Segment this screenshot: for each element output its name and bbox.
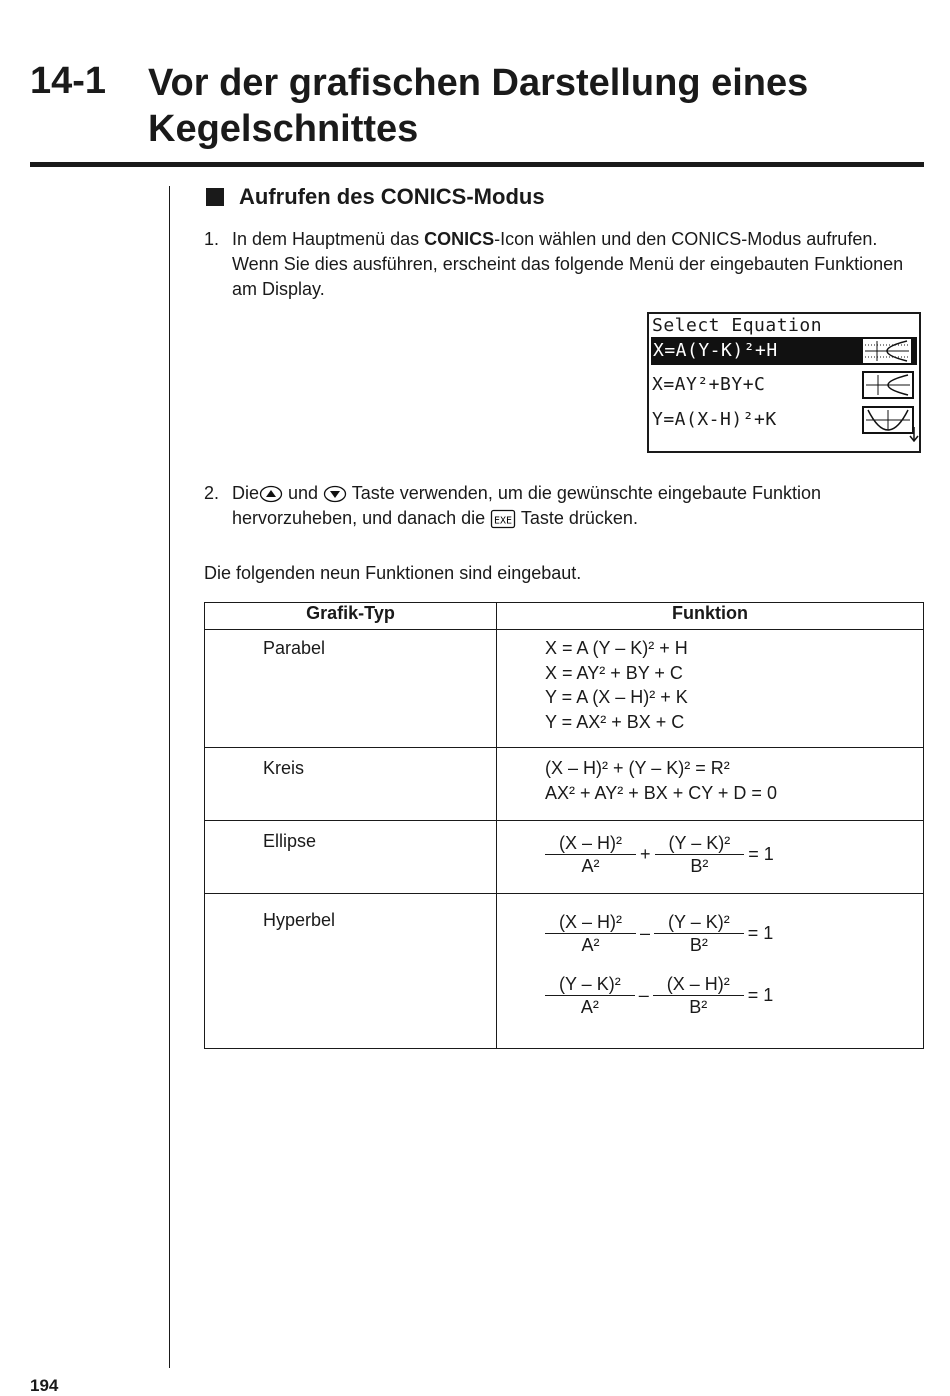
- formula: X = A (Y – K)² + H: [545, 638, 688, 658]
- screen-row[interactable]: X=AY²+BY+C: [652, 371, 918, 399]
- intro-text: Die folgenden neun Funktionen sind eingebaut.: [204, 563, 582, 583]
- calculator-screen: [647, 312, 921, 453]
- table-row: [205, 630, 924, 748]
- svg-text:EXE: EXE: [494, 515, 513, 527]
- step-2-text: Die und Taste verwenden, um die gewünschte eingebaute Funktion hervorzuheben, und danach die EXE Taste drücken.: [232, 483, 822, 528]
- table-row: [205, 821, 924, 894]
- step-number: 2.: [204, 483, 220, 503]
- formula: X = AY² + BY + C: [545, 662, 683, 683]
- parabola-graph-icon: [862, 371, 914, 399]
- graph-type-cell: Kreis: [205, 748, 497, 821]
- table-row: [205, 894, 924, 1049]
- column-header: Grafik-Typ: [205, 603, 497, 630]
- step-number: 1.: [204, 229, 220, 249]
- screen-row[interactable]: Y=A(X-H)²+K: [652, 406, 918, 434]
- screen-title: Select Equation: [652, 315, 823, 336]
- formula: AX² + AY² + BX + CY + D = 0: [545, 782, 777, 803]
- table-row: [205, 748, 924, 821]
- graph-type-cell: Hyperbel: [205, 894, 497, 1049]
- function-cell: [497, 821, 924, 894]
- table-header-row: [205, 603, 924, 630]
- function-cell: [497, 748, 924, 821]
- function-cell: [497, 894, 924, 1049]
- formula: $\frac{\text{(X – H)²}}{\text{A²}}$ + $\frac{\text{(Y – K)²}}{\text{B²}}$ = 1: [545, 825, 923, 883]
- screen-row-selected[interactable]: X=A(Y-K)²+H: [651, 337, 917, 365]
- up-arrow-key-icon: [259, 485, 283, 503]
- scroll-down-arrow-icon: [909, 426, 919, 442]
- square-bullet-icon: [206, 188, 224, 206]
- function-cell: [497, 630, 924, 748]
- parabola-graph-icon: [861, 337, 913, 365]
- margin-line: [169, 186, 170, 1368]
- formula: $\frac{\text{(Y – K)²}}{\text{A²}}$ – $\frac{\text{(X – H)²}}{\text{B²}}$ = 1: [545, 966, 923, 1024]
- functions-table: [204, 602, 924, 1049]
- formula: $\frac{\text{(X – H)²}}{\text{A²}}$ – $\frac{\text{(Y – K)²}}{\text{B²}}$ = 1: [545, 904, 923, 962]
- section-title: Aufrufen des CONICS-Modus: [239, 184, 545, 209]
- step-1-text: In dem Hauptmenü das CONICS-Icon wählen und den CONICS-Modus aufrufen. Wenn Sie dies ausführen, erscheint das folgende Menü der eingebauten Funktionen am Display.: [232, 229, 904, 299]
- formula: Y = A (X – H)² + K: [545, 687, 688, 707]
- formula: Y = AX² + BX + C: [545, 711, 685, 732]
- title-rule: [30, 162, 924, 167]
- section-heading: [206, 184, 545, 210]
- formula: (X – H)² + (Y – K)² = R²: [545, 758, 730, 778]
- exe-key-icon: [490, 509, 516, 529]
- graph-type-cell: Ellipse: [205, 821, 497, 894]
- chapter-title: Vor der grafischen Darstellung eines Kegelschnittes: [148, 62, 809, 150]
- chapter-number: 14-1: [30, 60, 107, 102]
- page-number: 194: [30, 1376, 59, 1395]
- parabola-graph-icon: [862, 406, 914, 434]
- down-arrow-key-icon: [323, 485, 347, 503]
- column-header: Funktion: [497, 603, 924, 630]
- graph-type-cell: Parabel: [205, 630, 497, 748]
